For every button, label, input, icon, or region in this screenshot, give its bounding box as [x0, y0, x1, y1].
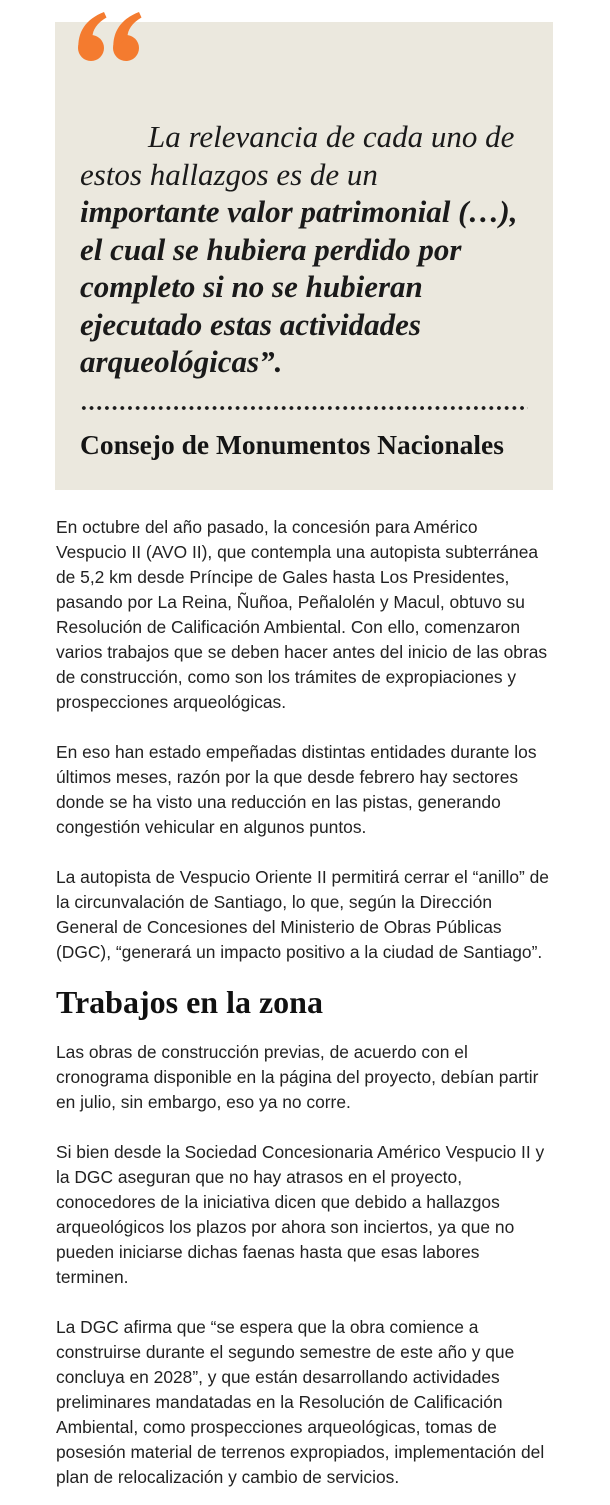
paragraph-line: donde se ha visto una reducción en las pistas, generando	[56, 792, 501, 812]
quote-line: La relevancia de cada uno de	[148, 119, 515, 154]
paragraph-line: la circunvalación de Santiago, lo que, según la Dirección	[56, 892, 492, 912]
paragraph	[56, 865, 566, 965]
section-heading: Trabajos en la zona	[56, 984, 323, 1020]
paragraph-line: arqueológicos los plazos por ahora son inciertos, ya que no	[56, 1217, 515, 1237]
paragraph	[56, 1140, 566, 1290]
quote-attribution: Consejo de Monumentos Nacionales	[80, 429, 504, 460]
pull-quote-box	[55, 22, 553, 490]
paragraph	[56, 1315, 566, 1490]
paragraph-line: terminen.	[56, 1267, 129, 1287]
article-body	[56, 515, 566, 1490]
quote-line-emphasis: el cual se hubiera perdido por	[80, 231, 462, 267]
paragraph-line: (DGC), “generará un impacto positivo a la ciudad de Santiago”.	[56, 942, 543, 962]
paragraph-line: Resolución de Calificación Ambiental. Con ello, comenzaron	[56, 617, 521, 637]
paragraph-line: prospecciones arqueológicas.	[56, 692, 287, 712]
quote-line-emphasis: arqueológicas”.	[80, 344, 283, 379]
quote-line: estos hallazgos es de un	[80, 156, 378, 192]
paragraph-line: La DGC afirma que “se espera que la obra comience a	[56, 1317, 479, 1337]
quote-line-emphasis: importante valor patrimonial (…),	[80, 194, 518, 229]
paragraph-line: Si bien desde la Sociedad Concesionaria Américo Vespucio II y	[56, 1142, 545, 1162]
paragraph-line: de construcción, como son los trámites de expropiaciones y	[56, 667, 517, 687]
quote-dotted-divider	[80, 406, 528, 410]
paragraph-line: preliminares mandatadas en la Resolución de Calificación	[56, 1392, 503, 1412]
paragraph-line: en julio, sin embargo, eso ya no corre.	[56, 1092, 351, 1112]
paragraph-line: Las obras de construcción previas, de acuerdo con el	[56, 1042, 468, 1062]
paragraph-line: varios trabajos que se deben hacer antes del inicio de las obras	[56, 642, 548, 662]
quote-line-emphasis: ejecutado estas actividades	[80, 306, 421, 342]
paragraph-line: construirse durante el segundo semestre de este año y que	[56, 1342, 515, 1362]
paragraph-line: En octubre del año pasado, la concesión para Américo	[56, 517, 478, 537]
quote-line-emphasis: completo si no se hubieran	[80, 269, 423, 304]
paragraph-line: En eso han estado empeñadas distintas entidades durante los	[56, 742, 537, 762]
quote-mark-left	[78, 12, 107, 61]
paragraph-line: General de Concesiones del Ministerio de Obras Públicas	[56, 917, 502, 937]
paragraph-line: La autopista de Vespucio Oriente II permitirá cerrar el “anillo” de	[56, 867, 549, 887]
paragraph-line: posesión material de terrenos expropiados, implementación del	[56, 1442, 545, 1462]
paragraph-line: Ambiental, como prospecciones arqueológicas, tomas de	[56, 1417, 497, 1437]
paragraph-line: plan de relocalización y cambio de servicios.	[56, 1467, 400, 1487]
paragraph-line: últimos meses, razón por la que desde febrero hay sectores	[56, 767, 519, 787]
paragraph-line: de 5,2 km desde Príncipe de Gales hasta Los Presidentes,	[56, 567, 510, 587]
paragraph-line: concluya en 2028”, y que están desarrollando actividades	[56, 1367, 500, 1387]
quote-text	[80, 118, 540, 381]
paragraph-line: la DGC aseguran que no hay atrasos en el proyecto,	[56, 1167, 463, 1187]
paragraph-line: pasando por La Reina, Ñuñoa, Peñalolén y Macul, obtuvo su	[56, 592, 525, 612]
paragraph-line: conocedores de la iniciativa dicen que debido a hallazgos	[56, 1192, 500, 1212]
opening-quote-icon	[76, 10, 144, 62]
paragraph	[56, 1040, 566, 1115]
paragraph-line: Vespucio II (AVO II), que contempla una autopista subterránea	[56, 542, 539, 562]
paragraph	[56, 515, 566, 715]
paragraph-line: pueden iniciarse dichas faenas hasta que esas labores	[56, 1242, 480, 1262]
paragraph	[56, 740, 566, 840]
paragraph-line: cronograma disponible en la página del proyecto, debían partir	[56, 1067, 539, 1087]
quote-mark-right	[113, 12, 142, 61]
paragraph-line: congestión vehicular en algunos puntos.	[56, 817, 367, 837]
